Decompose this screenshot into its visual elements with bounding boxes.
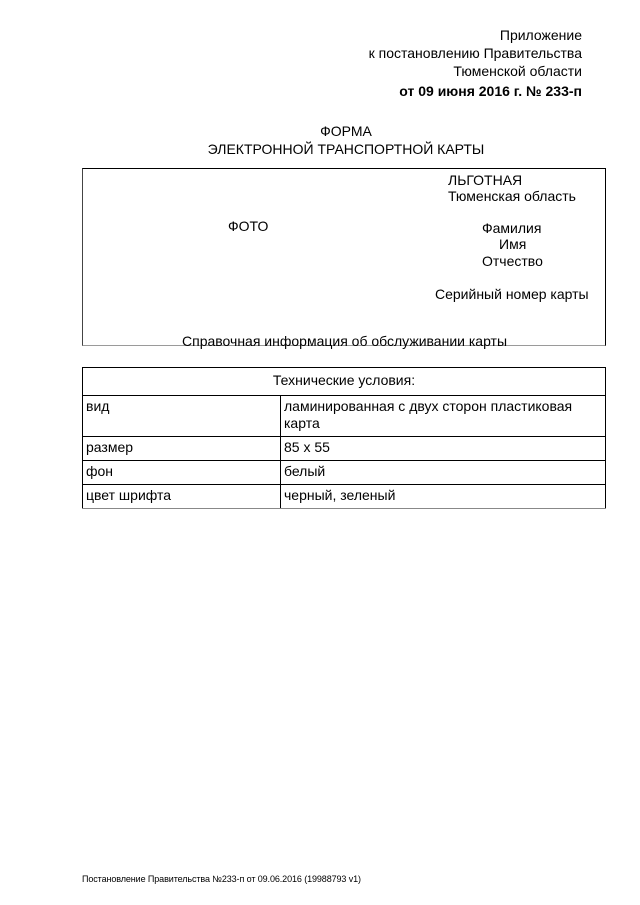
appendix-line-3: Тюменской области [453, 63, 582, 79]
tech-conditions-title: Технические условия: [83, 368, 606, 396]
table-header-row [83, 368, 606, 396]
form-title [0, 122, 640, 158]
tech-key-cell: размер [83, 437, 281, 461]
tech-key-cell: цвет шрифта [83, 485, 281, 509]
card-type-label: ЛЬГОТНАЯ [448, 172, 523, 188]
appendix-header [369, 26, 582, 100]
table-row [83, 461, 606, 485]
tech-conditions-table [82, 367, 606, 509]
tech-key-cell: фон [83, 461, 281, 485]
table-row [83, 485, 606, 509]
tech-value-cell: 85 х 55 [281, 437, 606, 461]
table-row [83, 396, 606, 437]
appendix-line-1: Приложение [499, 27, 582, 43]
card-patronymic-label: Отчество [482, 253, 543, 269]
appendix-decree-date: от 09 июня 2016 г. № 233-п [399, 83, 582, 99]
card-photo-placeholder: ФОТО [228, 218, 269, 234]
card-surname-label: Фамилия [482, 220, 542, 236]
card-region-label: Тюменская область [448, 188, 576, 204]
appendix-line-2: к постановлению Правительства [368, 45, 582, 61]
tech-key-cell: вид [83, 396, 281, 437]
card-info-label: Справочная информация об обслуживании карты [182, 333, 508, 349]
tech-value-cell: ламинированная с двух сторон пластиковая карта [281, 396, 606, 437]
form-title-line-2: ЭЛЕКТРОННОЙ ТРАНСПОРТНОЙ КАРТЫ [207, 141, 485, 157]
card-serial-label: Серийный номер карты [435, 286, 589, 302]
page-footer: Постановление Правительства №233-п от 09.06.2016 (19988793 v1) [82, 874, 361, 884]
table-row [83, 437, 606, 461]
card-name-label: Имя [499, 236, 527, 252]
form-title-line-1: ФОРМА [320, 123, 372, 139]
tech-value-cell: белый [281, 461, 606, 485]
tech-value-cell: черный, зеленый [281, 485, 606, 509]
